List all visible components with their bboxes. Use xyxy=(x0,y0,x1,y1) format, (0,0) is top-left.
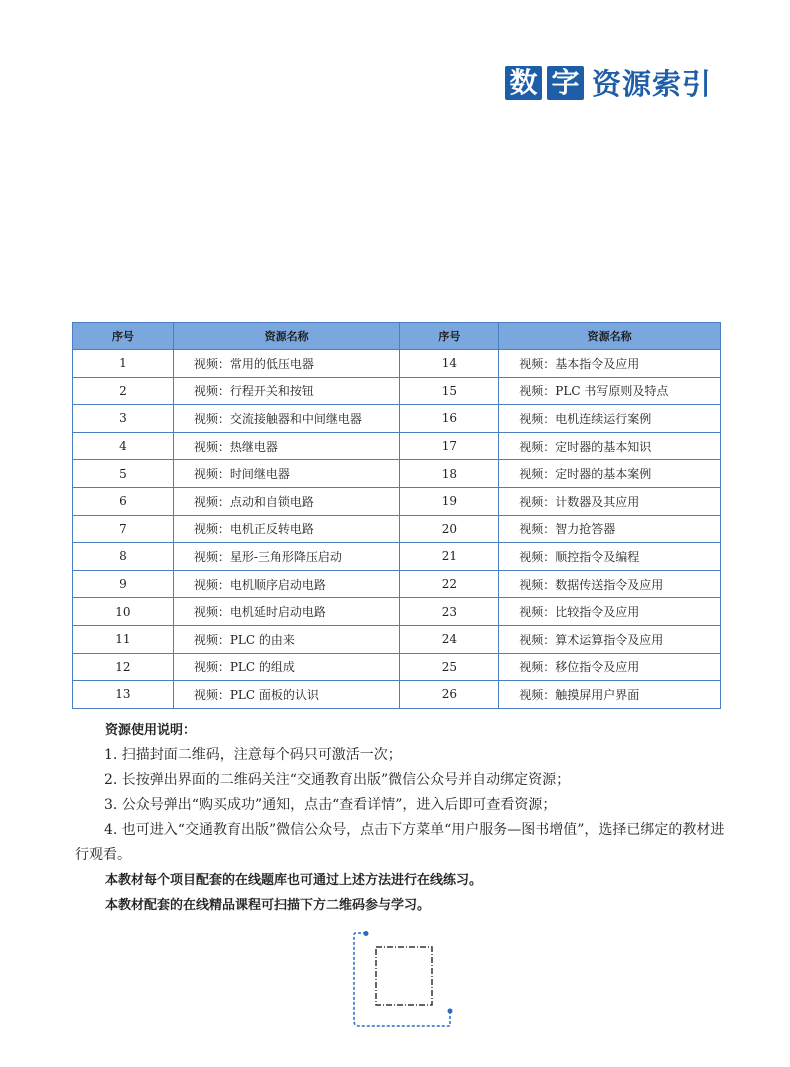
row-index-left: 11 xyxy=(73,625,174,653)
table-header-row xyxy=(73,323,721,350)
row-resource-name-right: 视频：数据传送指令及应用 xyxy=(499,570,721,598)
row-index-left: 10 xyxy=(73,598,174,626)
row-index-right: 16 xyxy=(400,405,499,433)
row-index-right: 25 xyxy=(400,653,499,681)
row-resource-name-right: 视频：智力抢答器 xyxy=(499,515,721,543)
row-resource-name-left: 视频：时间继电器 xyxy=(173,460,400,488)
row-index-left: 4 xyxy=(73,432,174,460)
instruction-item-4: 4. 也可进入“交通教育出版”微信公众号，点击下方菜单“用户服务—图书增值”，选择已绑定的教材进行观看。 xyxy=(75,822,725,863)
row-index-left: 2 xyxy=(73,377,174,405)
row-index-left: 8 xyxy=(73,543,174,571)
row-resource-name-right: 视频：触摸屏用户界面 xyxy=(499,681,721,709)
table-row xyxy=(73,570,721,598)
row-resource-name-right: 视频：算术运算指令及应用 xyxy=(499,625,721,653)
row-resource-name-right: 视频：定时器的基本案例 xyxy=(499,460,721,488)
row-resource-name-left: 视频：点动和自锁电路 xyxy=(173,487,400,515)
row-index-right: 21 xyxy=(400,543,499,571)
header-index-left: 序号 xyxy=(73,323,174,350)
table-row xyxy=(73,515,721,543)
instructions-note-2: 本教材配套的在线精品课程可扫描下方二维码参与学习。 xyxy=(105,898,431,913)
table-row xyxy=(73,460,721,488)
table-row xyxy=(73,377,721,405)
row-index-right: 17 xyxy=(400,432,499,460)
row-index-left: 7 xyxy=(73,515,174,543)
row-resource-name-right: 视频：比较指令及应用 xyxy=(499,598,721,626)
row-resource-name-left: 视频：常用的低压电器 xyxy=(173,350,400,378)
row-index-left: 3 xyxy=(73,405,174,433)
row-index-left: 13 xyxy=(73,681,174,709)
row-index-left: 9 xyxy=(73,570,174,598)
row-resource-name-right: 视频：移位指令及应用 xyxy=(499,653,721,681)
table-row xyxy=(73,681,721,709)
row-index-right: 18 xyxy=(400,460,499,488)
header-index-right: 序号 xyxy=(400,323,499,350)
table-row xyxy=(73,543,721,571)
row-index-right: 14 xyxy=(400,350,499,378)
row-resource-name-left: 视频：电机顺序启动电路 xyxy=(173,570,400,598)
table-row xyxy=(73,487,721,515)
row-resource-name-right: 视频：基本指令及应用 xyxy=(499,350,721,378)
row-index-right: 24 xyxy=(400,625,499,653)
header-name-right: 资源名称 xyxy=(499,323,721,350)
title-char-box-1: 数 xyxy=(505,66,542,100)
instruction-item-1: 1. 扫描封面二维码，注意每个码只可激活一次； xyxy=(104,747,402,763)
row-resource-name-left: 视频：PLC 的组成 xyxy=(173,653,400,681)
row-resource-name-right: 视频：PLC 书写原则及特点 xyxy=(499,377,721,405)
resource-table xyxy=(72,322,721,709)
title-char-box-2: 字 xyxy=(547,66,584,100)
title-text: 资源索引 xyxy=(592,67,713,101)
instruction-item-2: 2. 长按弹出界面的二维码关注“交通教育出版”微信公众号并自动绑定资源； xyxy=(104,772,571,788)
row-index-left: 5 xyxy=(73,460,174,488)
table-row xyxy=(73,625,721,653)
row-index-left: 6 xyxy=(73,487,174,515)
table-row xyxy=(73,405,721,433)
usage-instructions xyxy=(75,718,725,918)
row-index-right: 15 xyxy=(400,377,499,405)
row-resource-name-left: 视频：电机延时启动电路 xyxy=(173,598,400,626)
row-index-right: 26 xyxy=(400,681,499,709)
row-resource-name-right: 视频：计数器及其应用 xyxy=(499,487,721,515)
row-index-left: 1 xyxy=(73,350,174,378)
row-index-right: 19 xyxy=(400,487,499,515)
qr-code-frame[interactable] xyxy=(352,931,456,1028)
instruction-item-3: 3. 公众号弹出“购买成功”通知，点击“查看详情”，进入后即可查看资源； xyxy=(104,797,557,813)
table-row xyxy=(73,350,721,378)
row-resource-name-left: 视频：行程开关和按钮 xyxy=(173,377,400,405)
row-index-right: 22 xyxy=(400,570,499,598)
page-title xyxy=(505,62,712,103)
row-resource-name-left: 视频：PLC 面板的认识 xyxy=(173,681,400,709)
qr-placeholder-icon xyxy=(352,931,456,1028)
row-index-right: 23 xyxy=(400,598,499,626)
row-index-right: 20 xyxy=(400,515,499,543)
instructions-heading: 资源使用说明： xyxy=(105,723,197,738)
row-resource-name-right: 视频：电机连续运行案例 xyxy=(499,405,721,433)
row-index-left: 12 xyxy=(73,653,174,681)
header-name-left: 资源名称 xyxy=(173,323,400,350)
table-row xyxy=(73,432,721,460)
instructions-note-1: 本教材每个项目配套的在线题库也可通过上述方法进行在线练习。 xyxy=(105,873,483,888)
table-row xyxy=(73,598,721,626)
row-resource-name-left: 视频：星形-三角形降压启动 xyxy=(173,543,400,571)
row-resource-name-left: 视频：交流接触器和中间继电器 xyxy=(173,405,400,433)
row-resource-name-right: 视频：定时器的基本知识 xyxy=(499,432,721,460)
row-resource-name-left: 视频：热继电器 xyxy=(173,432,400,460)
row-resource-name-left: 视频：PLC 的由来 xyxy=(173,625,400,653)
row-resource-name-right: 视频：顺控指令及编程 xyxy=(499,543,721,571)
row-resource-name-left: 视频：电机正反转电路 xyxy=(173,515,400,543)
table-row xyxy=(73,653,721,681)
